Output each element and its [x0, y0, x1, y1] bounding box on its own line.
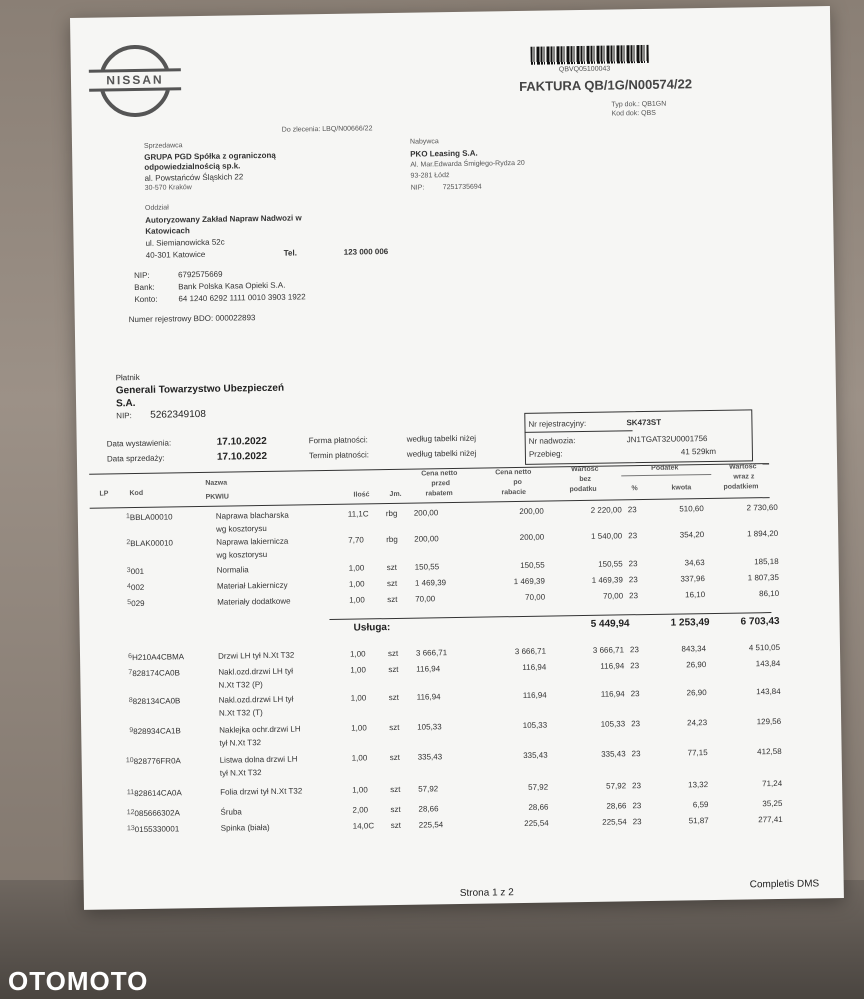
- cell-k: 16,10: [685, 590, 706, 600]
- cell-cr: 116,94: [522, 662, 547, 672]
- cell-jm: rbg: [386, 534, 398, 545]
- buyer-addr-1: Al. Mar.Edwarda Śmigłego-Rydza 20: [410, 159, 525, 169]
- cell-t: 1 894,20: [746, 528, 779, 539]
- cell-lp: 2: [126, 539, 131, 547]
- tel-value: 123 000 006: [343, 247, 389, 257]
- cell-jm: szt: [390, 820, 402, 831]
- cell-cp: 225,54: [418, 820, 444, 830]
- cell-n2: N.Xt T32 (P): [218, 680, 263, 690]
- cell-p: 23: [632, 781, 642, 791]
- cell-p: 23: [628, 575, 638, 585]
- cell-k: 510,60: [679, 504, 704, 514]
- otomoto-watermark: OTOMOTO: [8, 966, 149, 996]
- doc-code: Kod dok: QBS: [611, 109, 656, 118]
- cell-p: 23: [628, 559, 638, 569]
- cell-w: 28,66: [606, 801, 627, 811]
- payer-nip-label: NIP:: [116, 411, 132, 421]
- col-kod: Kod: [129, 489, 144, 498]
- cell-n2: wg kosztorysu: [216, 549, 268, 560]
- cell-jm: szt: [387, 648, 399, 659]
- order-ref: Do zlecenia: LBQ/N00666/22: [281, 125, 373, 134]
- cell-jm: szt: [386, 578, 398, 589]
- col-lp: LP: [99, 490, 109, 498]
- cell-n1: Naprawa lakiernicza: [216, 536, 289, 547]
- cell-t: 185,18: [754, 556, 779, 567]
- col-wraz-2: wraz z: [733, 473, 755, 481]
- cell-lp: 9: [129, 727, 134, 735]
- buyer-addr-2: 93-281 Łódź: [410, 172, 450, 180]
- cell-kod: H210A4CBMA: [131, 652, 185, 663]
- cell-lp: 7: [128, 669, 133, 677]
- cell-cp: 200,00: [413, 508, 439, 518]
- cell-t: 2 730,60: [746, 502, 778, 513]
- cell-cp: 105,33: [417, 722, 442, 732]
- cell-p: 23: [630, 689, 640, 699]
- cell-lp: 13: [126, 825, 135, 833]
- page-number: Strona 1 z 2: [459, 887, 514, 899]
- barcode-text: QBVQ05100043: [558, 65, 611, 74]
- cell-cr: 200,00: [519, 506, 544, 517]
- cell-lp: 12: [126, 809, 135, 817]
- cell-cr: 70,00: [525, 592, 546, 602]
- cell-k: 51,87: [688, 816, 709, 826]
- cell-w: 2 220,00: [590, 505, 622, 515]
- cell-w: 225,54: [602, 817, 627, 827]
- col-wraz-1: Wartość: [729, 463, 757, 471]
- payer-nip: 5262349108: [150, 408, 206, 421]
- branch-addr-1: ul. Siemianowicka 52c: [145, 237, 225, 248]
- vin-label: Nr nadwozia:: [528, 436, 576, 446]
- cell-lp: 5: [127, 599, 132, 607]
- usluga-label: Usługa:: [353, 622, 391, 634]
- cell-lp: 8: [128, 697, 133, 705]
- cell-lp: 6: [128, 653, 133, 661]
- cell-jm: szt: [390, 784, 401, 795]
- issue-date: 17.10.2022: [216, 435, 267, 448]
- cell-il: 1,00: [351, 753, 368, 763]
- cell-cr: 116,94: [522, 690, 547, 700]
- cell-k: 13,32: [688, 780, 709, 790]
- bank-value: Bank Polska Kasa Opieki S.A.: [178, 280, 286, 292]
- account-value: 64 1240 6292 1111 0010 3903 1922: [178, 292, 306, 304]
- seller-name-2: odpowiedzialnością sp.k.: [144, 161, 241, 172]
- account-label: Konto:: [134, 294, 158, 305]
- barcode: [531, 45, 649, 65]
- cell-n1: Nakl.ozd.drzwi LH tył: [218, 694, 294, 705]
- sale-date: 17.10.2022: [216, 450, 268, 463]
- cell-p: 23: [629, 591, 639, 601]
- cell-kod: 001: [130, 566, 145, 577]
- col-wartosc-3: podatku: [569, 485, 597, 494]
- cell-il: 1,00: [350, 693, 367, 703]
- col-podatek: Podatek: [651, 464, 679, 472]
- issue-date-label: Data wystawienia:: [106, 438, 172, 449]
- col-ilosc: Ilość: [353, 491, 370, 499]
- col-cena-przed-2: przed: [431, 480, 451, 488]
- cell-cp: 335,43: [417, 752, 443, 762]
- cell-cp: 116,94: [416, 692, 441, 702]
- cell-jm: szt: [388, 692, 400, 703]
- cell-n1: Materiał Lakierniczy: [216, 580, 288, 591]
- payment-form-label: Forma płatności:: [308, 435, 368, 446]
- cell-jm: szt: [389, 722, 400, 733]
- cell-w: 1 469,39: [591, 575, 623, 585]
- cell-t: 129,56: [756, 716, 782, 727]
- cell-w: 1 540,00: [590, 531, 623, 541]
- mileage-value: 41 529km: [680, 446, 717, 457]
- cell-il: 2,00: [352, 805, 369, 815]
- cell-w: 105,33: [600, 719, 626, 729]
- cell-cr: 200,00: [519, 532, 545, 542]
- cell-cp: 3 666,71: [415, 648, 448, 658]
- cell-n1: Śruba: [220, 807, 242, 817]
- cell-w: 150,55: [598, 559, 623, 569]
- cell-p: 23: [632, 801, 642, 811]
- payment-form: według tabelki niżej: [406, 433, 477, 444]
- cell-il: 1,00: [350, 665, 366, 675]
- branch-label: Oddział: [144, 204, 169, 212]
- cell-t: 35,25: [762, 798, 783, 809]
- cell-n1: Spinka (biała): [220, 822, 270, 833]
- cell-cr: 28,66: [528, 802, 549, 812]
- cell-k: 77,15: [687, 748, 708, 758]
- cell-cp: 70,00: [415, 594, 436, 604]
- payer-label: Płatnik: [115, 372, 140, 383]
- cell-p: 23: [628, 531, 638, 541]
- cell-p: 23: [632, 817, 642, 827]
- cell-n1: Drzwi LH tył N.Xt T32: [217, 650, 295, 661]
- buyer-nip-label: NIP:: [410, 184, 425, 192]
- col-wraz-3: podatkiem: [723, 483, 759, 491]
- cell-lp: 10: [125, 757, 134, 765]
- cell-t: 277,41: [758, 814, 783, 825]
- sale-date-label: Data sprzedaży:: [106, 453, 165, 464]
- col-proc: %: [631, 485, 638, 493]
- cell-t: 1 807,35: [747, 572, 779, 583]
- cell-cp: 1 469,39: [414, 578, 447, 588]
- cell-t: 412,58: [757, 746, 782, 757]
- col-cena-przed-3: rabatem: [425, 490, 453, 498]
- registration-value: SK473ST: [626, 417, 662, 428]
- cell-il: 1,00: [348, 579, 365, 589]
- usluga-tax: 1 253,49: [670, 617, 710, 629]
- cell-p: 23: [629, 645, 639, 655]
- col-cena-po-1: Cena netto: [495, 468, 532, 477]
- cell-cr: 105,33: [522, 720, 548, 730]
- cell-n1: Listwa dolna drzwi LH: [219, 754, 298, 765]
- cell-il: 1,00: [348, 563, 365, 573]
- cell-w: 57,92: [606, 781, 627, 791]
- cell-kod: 085666302A: [134, 808, 180, 819]
- col-jm: Jm.: [389, 490, 402, 499]
- cell-cr: 150,55: [520, 560, 545, 570]
- cell-w: 70,00: [603, 591, 624, 601]
- cell-cr: 225,54: [524, 818, 549, 828]
- col-cena-przed-1: Cena netto: [421, 469, 458, 478]
- col-cena-po-2: po: [513, 478, 522, 487]
- buyer-name: PKO Leasing S.A.: [410, 148, 478, 159]
- payment-term-label: Termin płatności:: [308, 450, 370, 461]
- cell-p: 23: [631, 749, 641, 759]
- tel-label: Tel.: [283, 248, 297, 258]
- cell-lp: 4: [126, 583, 131, 591]
- usluga-gross: 6 703,43: [740, 615, 780, 628]
- bank-label: Bank:: [134, 282, 155, 293]
- cell-p: 23: [631, 719, 641, 729]
- cell-n1: Nakl.ozd.drzwi LH tył: [218, 666, 294, 677]
- cell-k: 26,90: [686, 660, 707, 670]
- cell-k: 6,59: [692, 800, 709, 810]
- podatek-underline: [621, 474, 711, 476]
- buyer-label: Nabywca: [409, 138, 439, 146]
- cell-cr: 335,43: [523, 750, 548, 760]
- payment-term: według tabelki niżej: [406, 448, 477, 459]
- cell-t: 86,10: [759, 588, 780, 599]
- cell-il: 1,00: [352, 785, 368, 795]
- vin-value: JN1TGAT32U0001756: [626, 434, 708, 445]
- cell-n1: Materiały dodatkowe: [217, 596, 291, 607]
- seller-addr-1: al. Powstańców Śląskich 22: [144, 172, 244, 183]
- cell-lp: 1: [125, 513, 130, 521]
- cell-kod: 828174CA0B: [132, 668, 180, 679]
- cell-cp: 200,00: [414, 534, 439, 544]
- cell-cr: 57,92: [528, 782, 549, 792]
- invoice-paper: [70, 6, 844, 910]
- col-wartosc-2: bez: [579, 475, 592, 484]
- cell-il: 7,70: [348, 535, 364, 545]
- cell-k: 34,63: [684, 558, 705, 568]
- cell-lp: 3: [126, 567, 131, 575]
- cell-t: 71,24: [762, 778, 783, 789]
- buyer-nip: 7251735694: [442, 183, 482, 192]
- cell-jm: szt: [390, 804, 401, 815]
- col-nazwa-1: Nazwa: [205, 479, 228, 487]
- seller-nip-label: NIP:: [133, 270, 150, 281]
- cell-cr: 3 666,71: [514, 646, 547, 657]
- cell-jm: szt: [388, 664, 399, 675]
- col-wartosc-1: Wartość: [571, 465, 599, 474]
- seller-nip: 6792575669: [177, 269, 223, 280]
- mileage-label: Przebieg:: [528, 449, 563, 459]
- cell-p: 23: [630, 661, 640, 671]
- cell-w: 3 666,71: [592, 645, 625, 655]
- branch-name-2: Katowicach: [145, 226, 190, 236]
- cell-t: 143,84: [755, 658, 781, 669]
- cell-lp: 11: [126, 789, 135, 797]
- cell-t: 4 510,05: [748, 642, 781, 653]
- payer-name-2: S.A.: [115, 398, 136, 410]
- cell-il: 1,00: [349, 649, 366, 659]
- cell-kod: 828776FR0A: [133, 756, 181, 767]
- cell-il: 1,00: [349, 595, 365, 605]
- cell-kod: BBLA00010: [129, 512, 173, 523]
- cell-jm: szt: [389, 752, 400, 763]
- cell-n2: N.Xt T32 (T): [218, 708, 263, 718]
- cell-k: 26,90: [686, 688, 707, 698]
- cell-t: 143,84: [756, 686, 781, 697]
- cell-il: 14,0C: [352, 821, 375, 831]
- branch-name-1: Autoryzowany Zakład Napraw Nadwozi w: [145, 213, 302, 225]
- cell-n2: tył N.Xt T32: [219, 738, 262, 748]
- col-nazwa-2: PKWIU: [205, 493, 229, 501]
- dms-label: Completis DMS: [749, 878, 820, 891]
- cell-il: 11,1C: [347, 509, 369, 519]
- col-cena-po-3: rabacie: [501, 488, 527, 497]
- invoice-title: FAKTURA QB/1G/N00574/22: [519, 76, 693, 94]
- cell-n1: Naprawa blacharska: [215, 510, 289, 521]
- usluga-net: 5 449,94: [590, 618, 630, 630]
- cell-jm: rbg: [385, 508, 398, 519]
- cell-kod: 002: [130, 582, 145, 593]
- cell-cp: 28,66: [418, 804, 439, 814]
- cell-il: 1,00: [351, 723, 367, 733]
- doc-type: Typ dok.: QB1GN: [611, 100, 667, 109]
- bdo-number: Numer rejestrowy BDO: 000022893: [128, 313, 256, 325]
- cell-kod: 828614CA0A: [134, 788, 182, 799]
- cell-w: 116,94: [600, 661, 625, 671]
- seller-name-1: GRUPA PGD Spółka z ograniczoną: [144, 150, 276, 162]
- payer-name-1: Generali Towarzystwo Ubezpieczeń: [115, 382, 285, 397]
- cell-kod: 0155330001: [134, 824, 180, 835]
- cell-cp: 150,55: [414, 562, 440, 572]
- cell-k: 337,96: [680, 574, 705, 584]
- cell-cr: 1 469,39: [513, 576, 545, 587]
- col-kwota: kwota: [671, 484, 692, 492]
- cell-n2: tył N.Xt T32: [219, 768, 262, 778]
- cell-jm: szt: [387, 594, 398, 605]
- cell-n1: Naklejka ochr.drzwi LH: [219, 724, 301, 735]
- cell-k: 24,23: [687, 718, 708, 728]
- cell-cp: 116,94: [416, 664, 441, 674]
- registration-label: Nr rejestracyjny:: [528, 418, 587, 429]
- cell-kod: 828134CA0B: [132, 696, 181, 707]
- cell-k: 843,34: [681, 644, 707, 654]
- cell-cp: 57,92: [418, 784, 439, 794]
- cell-kod: 029: [131, 598, 145, 609]
- cell-kod: 828934CA1B: [133, 726, 181, 737]
- cell-n2: wg kosztorysu: [215, 523, 267, 534]
- cell-p: 23: [627, 505, 637, 515]
- seller-label: Sprzedawca: [143, 142, 183, 150]
- cell-jm: szt: [386, 562, 397, 573]
- seller-addr-2: 30-570 Kraków: [144, 184, 192, 192]
- cell-kod: BLAK00010: [130, 538, 174, 549]
- branch-addr-2: 40-301 Katowice: [145, 249, 206, 260]
- cell-w: 335,43: [601, 749, 626, 759]
- nissan-logo: NISSAN: [89, 68, 181, 91]
- cell-k: 354,20: [679, 530, 705, 540]
- cell-n1: Normalia: [216, 565, 249, 575]
- cell-n1: Folia drzwi tył N.Xt T32: [220, 786, 303, 797]
- cell-w: 116,94: [600, 689, 625, 699]
